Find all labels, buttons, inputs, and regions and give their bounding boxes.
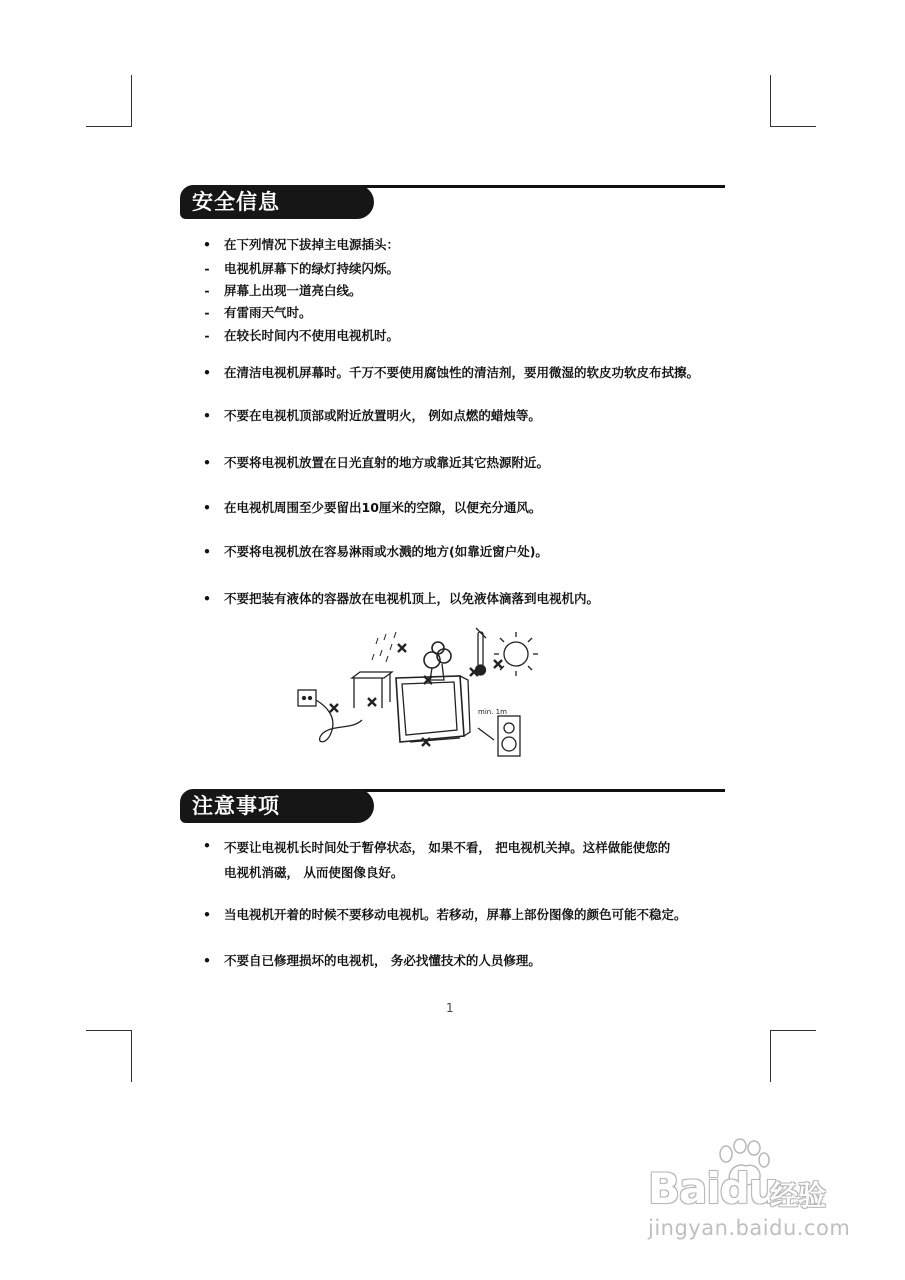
bullet: • — [203, 237, 211, 252]
section-header-safety — [180, 185, 725, 231]
bullet: • — [203, 408, 211, 423]
section-title: 注意事项 — [180, 789, 374, 823]
dash: - — [204, 283, 210, 298]
page-number: 1 — [446, 1001, 454, 1015]
distance-label: min. 1m — [478, 708, 507, 716]
watermark-sub: 经验 — [770, 1179, 827, 1212]
warning-x-icon — [330, 644, 502, 746]
item-text: 有雷雨天气时。 — [224, 305, 312, 320]
crop-mark — [770, 1030, 816, 1031]
crop-mark — [131, 1030, 132, 1082]
item-text: 不要将电视机放置在日光直射的地方或靠近其它热源附近。 — [224, 455, 550, 470]
flower-vase-icon — [424, 642, 451, 680]
item-line: 不要让电视机长时间处于暂停状态， 如果不看， 把电视机关掉。这样做能使您的 — [224, 840, 671, 855]
power-cable-icon — [316, 700, 362, 742]
item-text: 在电视机周围至少要留出10厘米的空隙，以便充分通风。 — [224, 500, 542, 515]
header-rule — [330, 185, 725, 188]
section-title: 安全信息 — [180, 185, 374, 219]
watermark-url: jingyan.baidu.com — [648, 1216, 851, 1240]
tv-placement-illustration — [292, 620, 548, 760]
crop-mark — [86, 1030, 132, 1031]
item-text: 不要在电视机顶部或附近放置明火， 例如点燃的蜡烛等。 — [224, 408, 541, 423]
rain-icon — [372, 632, 396, 662]
bullet: • — [203, 365, 211, 380]
item-line: 电视机消磁， 从而使图像良好。 — [224, 865, 404, 880]
baidu-watermark — [648, 1138, 858, 1248]
crop-mark — [770, 126, 816, 127]
item-text: 在清洁电视机屏幕时。千万不要使用腐蚀性的清洁剂，要用微湿的软皮功软皮布拭擦。 — [224, 365, 700, 380]
speaker-icon — [498, 716, 520, 756]
item-text: 当电视机开着的时候不要移动电视机。若移动，屏幕上部份图像的颜色可能不稳定。 — [224, 907, 687, 922]
item-text: 不要将电视机放在容易淋雨或水溅的地方(如靠近窗户处)。 — [224, 544, 548, 559]
bullet: • — [203, 953, 211, 968]
dash: - — [204, 305, 210, 320]
dash: - — [204, 261, 210, 276]
crop-mark — [770, 75, 771, 127]
item-text: 在下列情况下拔掉主电源插头： — [224, 237, 400, 252]
item-text: 电视机屏幕下的绿灯持续闪烁。 — [224, 261, 400, 276]
item-text: 不要自已修理损坏的电视机， 务必找懂技术的人员修理。 — [224, 953, 541, 968]
bullet: • — [203, 838, 211, 853]
bullet: • — [203, 455, 211, 470]
bullet: • — [203, 591, 211, 606]
bullet: • — [203, 907, 211, 922]
tv-icon — [396, 676, 470, 742]
wall-socket-icon — [298, 690, 316, 706]
crop-mark — [770, 1030, 771, 1082]
item-text — [224, 835, 670, 885]
crop-mark — [86, 126, 132, 127]
sun-icon — [494, 632, 538, 676]
bullet: • — [203, 500, 211, 515]
distance-arrow-icon — [478, 728, 494, 740]
item-text: 在较长时间内不使用电视机时。 — [224, 328, 400, 343]
header-rule — [330, 789, 725, 792]
crop-mark — [131, 75, 132, 127]
section-header-notes — [180, 789, 725, 835]
item-text: 屏幕上出现一道亮白线。 — [224, 283, 362, 298]
watermark-brand: Baidu — [648, 1164, 778, 1213]
bullet: • — [203, 544, 211, 559]
item-text: 不要把装有液体的容器放在电视机顶上，以免液体滴落到电视机内。 — [224, 591, 600, 606]
dash: - — [204, 328, 210, 343]
